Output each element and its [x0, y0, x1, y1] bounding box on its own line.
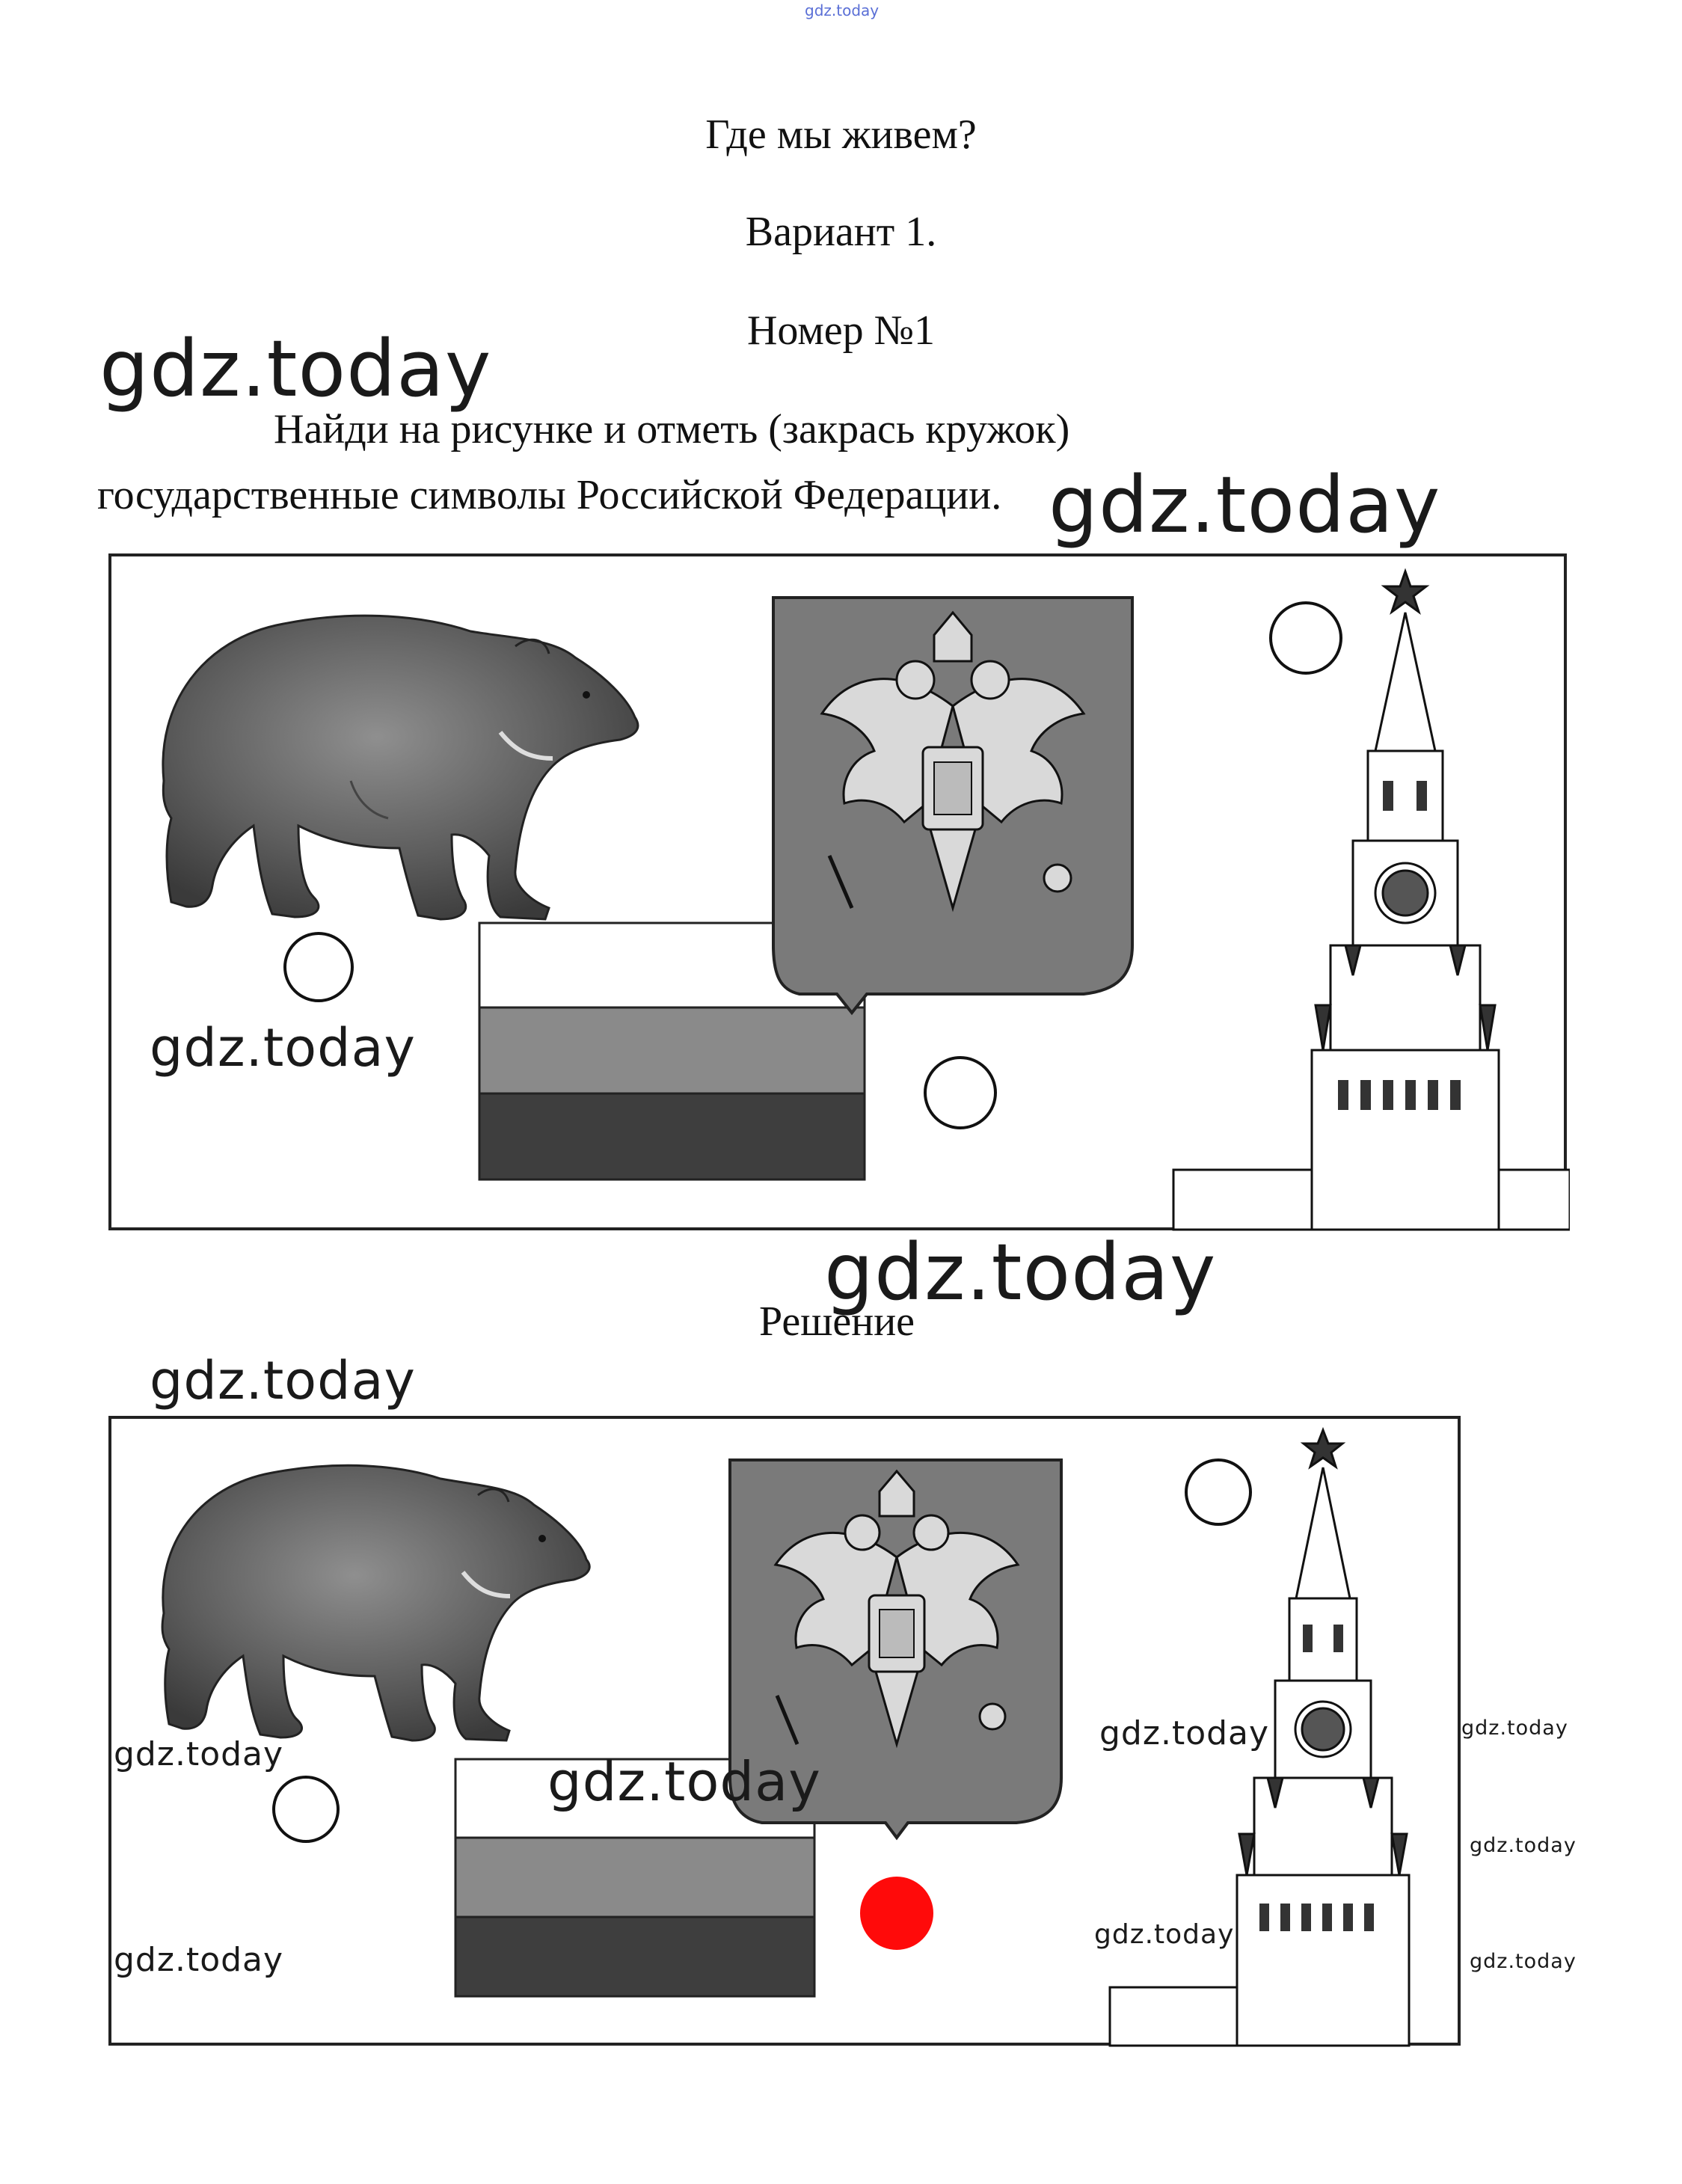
watermark: gdz.today: [1470, 1834, 1577, 1857]
kremlin-tower-icon: [1173, 571, 1570, 1230]
header-watermark: gdz.today: [805, 1, 880, 19]
answer-circle-coat-of-arms-filled[interactable]: [860, 1877, 933, 1950]
answer-circle-kremlin[interactable]: [1269, 601, 1342, 675]
exercise-picture-panel: [108, 553, 1567, 1230]
task-text-line2: государственные символы Российской Федерации.: [97, 472, 1002, 518]
watermark: gdz.today: [1094, 1919, 1235, 1950]
answer-circle-bear[interactable]: [272, 1776, 340, 1843]
watermark: gdz.today: [150, 1017, 416, 1079]
task-text-line1: Найди на рисунке и отметь (закрась кружок): [274, 406, 1070, 453]
watermark: gdz.today: [150, 1350, 416, 1411]
page-title: Где мы живем?: [705, 111, 977, 158]
watermark: gdz.today: [1461, 1717, 1568, 1740]
exercise-illustration: [111, 556, 1570, 1233]
watermark: gdz.today: [1099, 1714, 1270, 1752]
watermark: gdz.today: [1470, 1950, 1577, 1973]
watermark: gdz.today: [1049, 459, 1441, 550]
task-number: Номер №1: [746, 307, 936, 354]
solution-heading: Решение: [759, 1298, 915, 1345]
watermark: gdz.today: [114, 1735, 284, 1773]
watermark: gdz.today: [547, 1750, 821, 1813]
watermark: gdz.today: [114, 1941, 284, 1979]
watermark: gdz.today: [824, 1227, 1217, 1318]
watermark: gdz.today: [99, 323, 492, 414]
bear-icon: [163, 616, 638, 919]
answer-circle-bear[interactable]: [283, 932, 354, 1002]
answer-circle-kremlin[interactable]: [1185, 1458, 1252, 1526]
bear-icon: [162, 1465, 589, 1740]
answer-circle-coat-of-arms[interactable]: [924, 1056, 997, 1129]
coat-of-arms-icon: [773, 598, 1132, 1013]
variant-label: Вариант 1.: [745, 209, 937, 255]
